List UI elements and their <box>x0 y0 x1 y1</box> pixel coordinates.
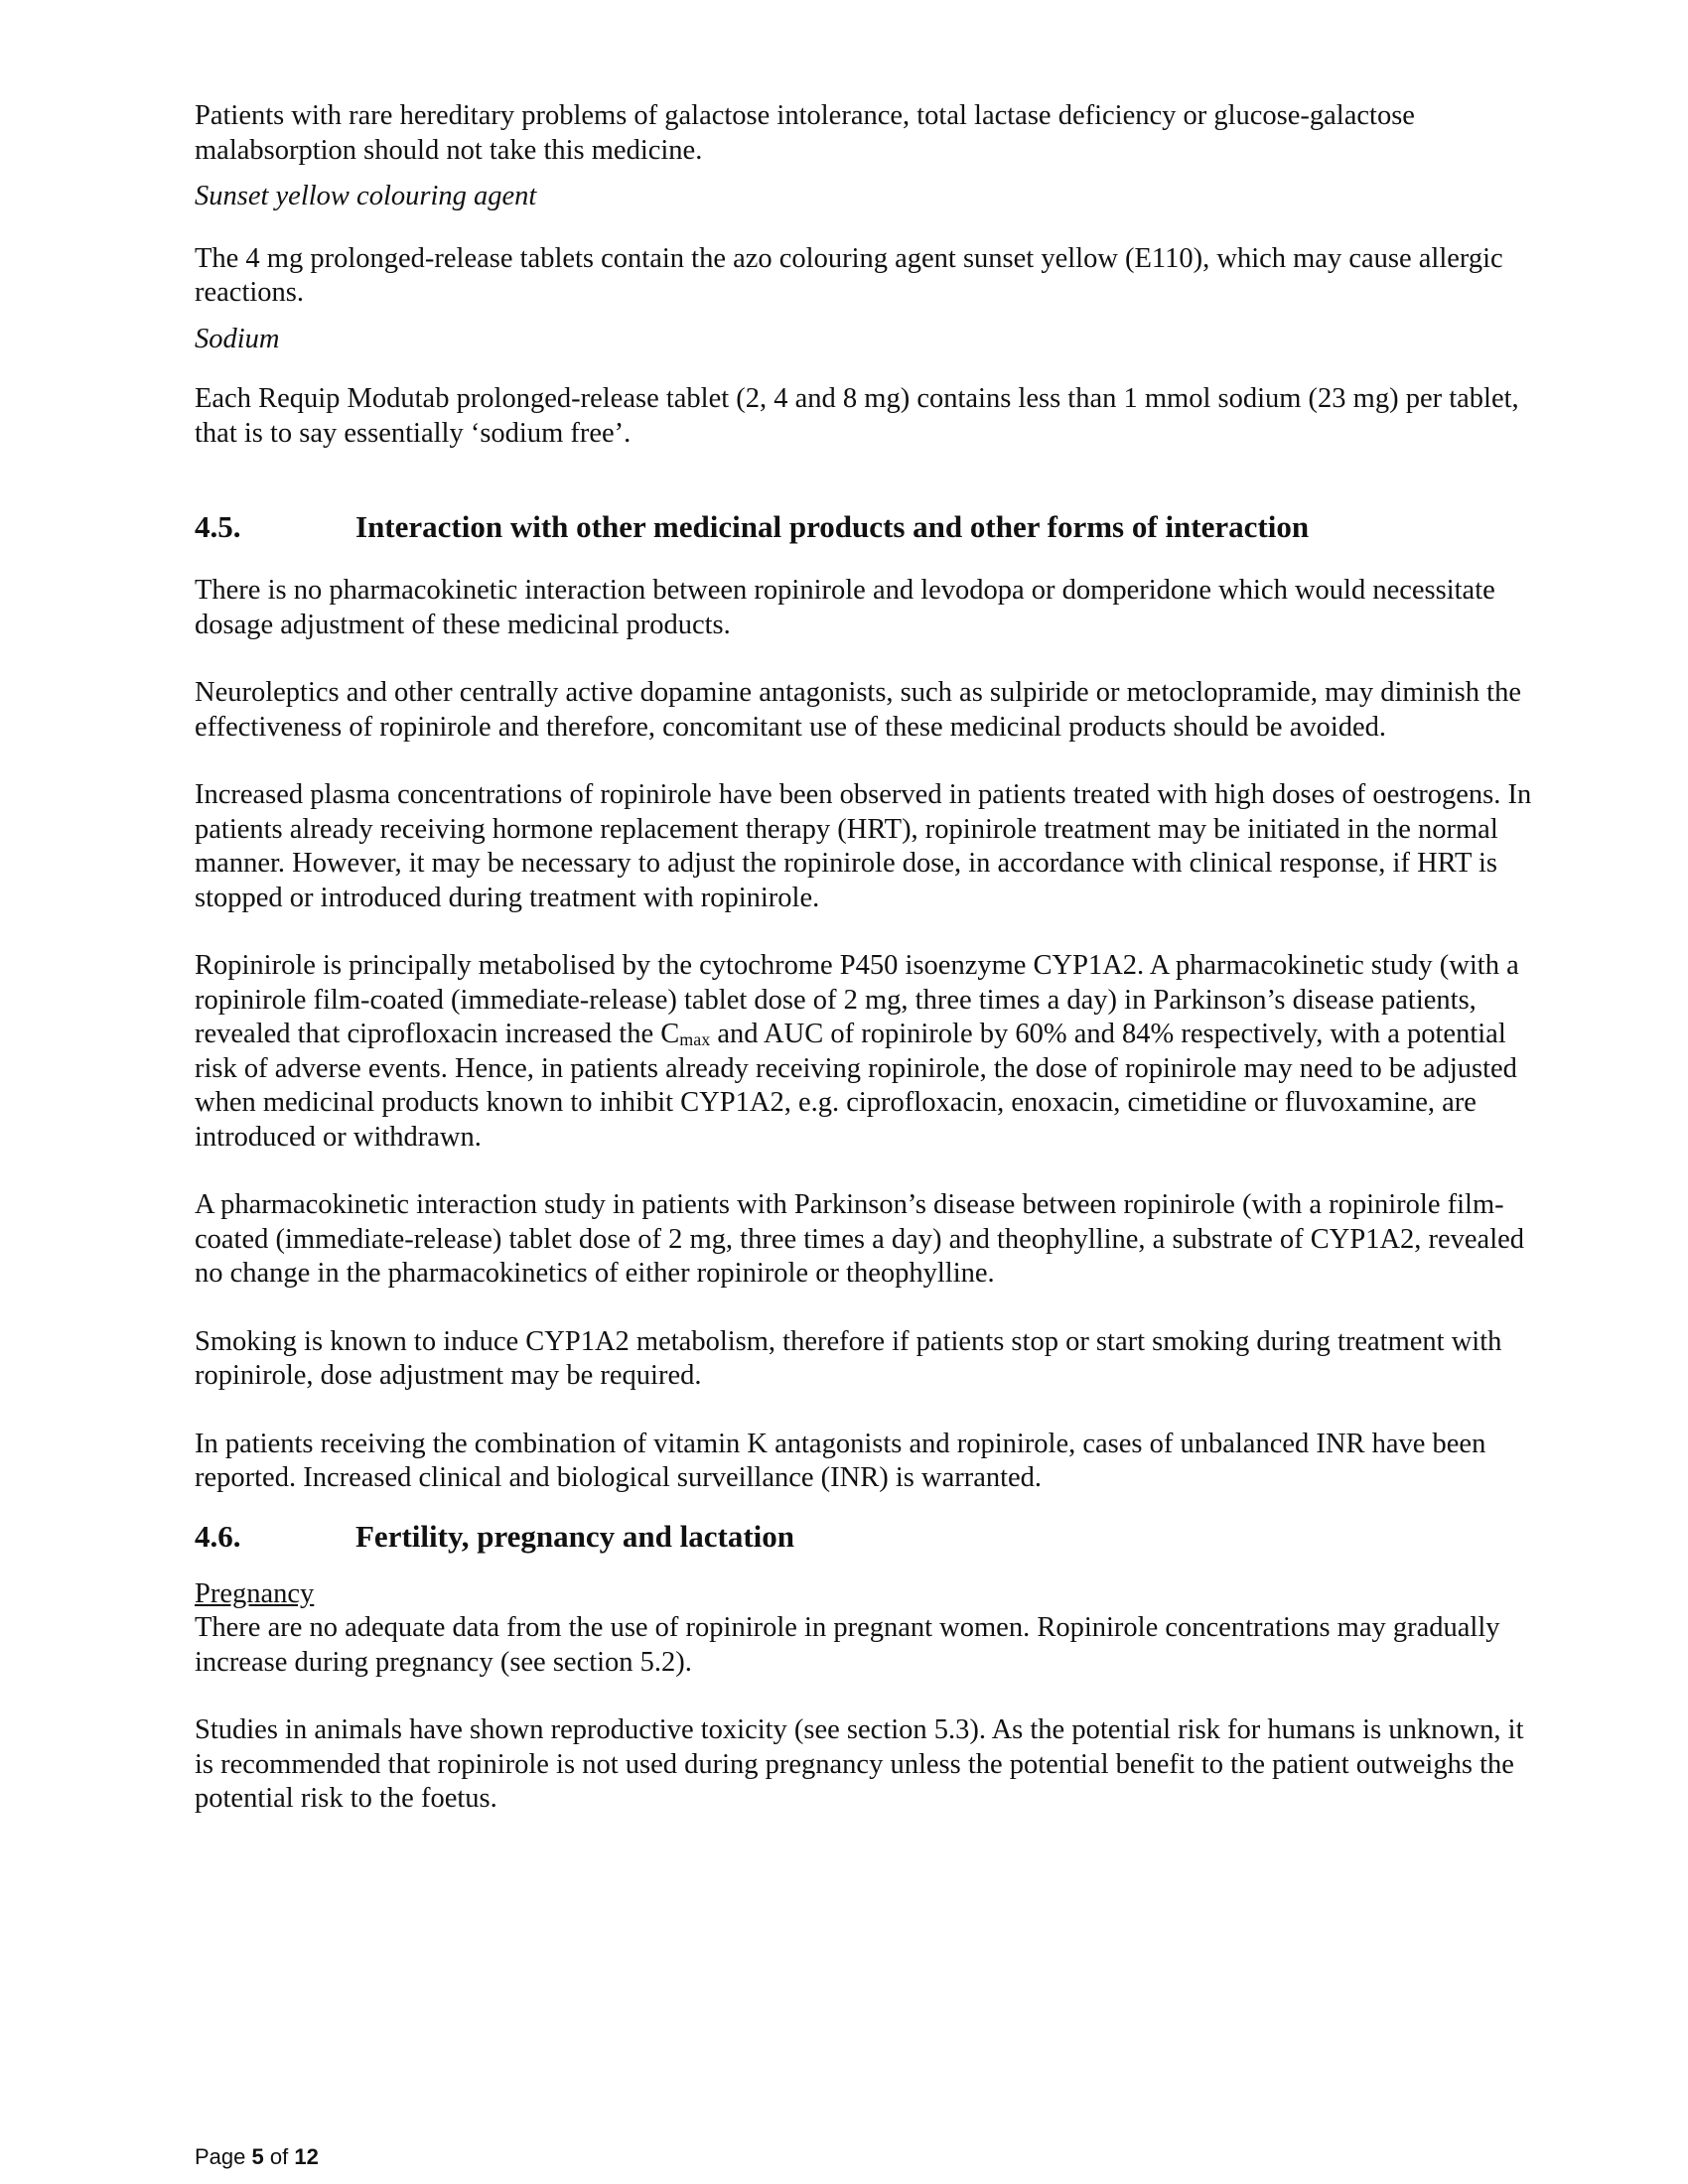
section-4-5-paragraph-5: A pharmacokinetic interaction study in patients with Parkinson’s disease between ropinirole (with a ropinirole film-coated (immediate-release) tablet dose of 2 mg, three times a day) and theophylline, a substrate of CYP1A2, revealed no change in the pharmacokinetics of either ropinirole or theophylline. <box>195 1189 1525 1289</box>
paragraph-text: Ropinirole is principally metabolised by the cytochrome P450 isoenzyme CYP1A2. A pharmacokinetic study (with a ropinirole film-coated (immediate-release) tablet dose of 2 mg, three times a day) in Parkinson’s disease patients, revealed that ciprofloxacin increased the C <box>195 950 1519 1049</box>
section-4-5-heading <box>195 508 1545 546</box>
pregnancy-heading: Pregnancy <box>195 1577 315 1609</box>
sunset-yellow-heading: Sunset yellow colouring agent <box>195 181 537 211</box>
page-label: Page <box>195 2144 246 2169</box>
section-4-6-paragraph-2: Studies in animals have shown reproductive toxicity (see section 5.3). As the potential risk for humans is unknown, it is recommended that ropinirole is not used during pregnancy unless the potential benefit to the patient outweighs the potential risk to the foetus. <box>195 1714 1524 1814</box>
section-4-5-paragraph-2: Neuroleptics and other centrally active dopamine antagonists, such as sulpiride or metoclopramide, may diminish the effectiveness of ropinirole and therefore, concomitant use of these medicinal products should be avoided. <box>195 677 1521 743</box>
section-4-5-paragraph-6: Smoking is known to induce CYP1A2 metabolism, therefore if patients stop or start smoking during treatment with ropinirole, dose adjustment may be required. <box>195 1325 1502 1391</box>
page-footer <box>195 2144 319 2170</box>
section-4-5-paragraph-7: In patients receiving the combination of vitamin K antagonists and ropinirole, cases of unbalanced INR have been reported. Increased clinical and biological surveillance (INR) is warranted. <box>195 1428 1486 1493</box>
section-4-6-heading <box>195 1518 1545 1556</box>
cmax-subscript: max <box>679 1029 711 1049</box>
page-of-label: of <box>269 2144 289 2169</box>
section-number: 4.5. <box>195 509 241 544</box>
current-page-number: 5 <box>251 2144 264 2169</box>
section-4-5-paragraph-4 <box>195 949 1545 1155</box>
paragraph-text: and AUC of ropinirole by 60% and 84% respectively, with a potential risk of adverse events. Hence, in patients already receiving ropinirole, the dose of ropinirole may need to be adjusted when medicinal products known to inhibit CYP1A2, e.g. ciprofloxacin, enoxacin, cimetidine or fluvoxamine, are introduced or withdrawn. <box>195 1019 1517 1153</box>
sunset-yellow-paragraph: The 4 mg prolonged-release tablets contain the azo colouring agent sunset yellow (E110), which may cause allergic reactions. <box>195 242 1503 308</box>
section-4-5-paragraph-3: Increased plasma concentrations of ropinirole have been observed in patients treated with high doses of oestrogens. In patients already receiving hormone replacement therapy (HRT), ropinirole treatment may be initiated in the normal manner. However, it may be necessary to adjust the ropinirole dose, in accordance with clinical response, if HRT is stopped or introduced during treatment with ropinirole. <box>195 779 1532 913</box>
section-title: Fertility, pregnancy and lactation <box>355 1518 795 1554</box>
section-4-5-paragraph-1: There is no pharmacokinetic interaction between ropinirole and levodopa or domperidone which would necessitate dosage adjustment of these medicinal products. <box>195 575 1495 640</box>
sodium-heading: Sodium <box>195 323 280 354</box>
section-4-6-paragraph-1: There are no adequate data from the use of ropinirole in pregnant women. Ropinirole concentrations may gradually increase during pregnancy (see section 5.2). <box>195 1612 1500 1678</box>
sodium-paragraph: Each Requip Modutab prolonged-release tablet (2, 4 and 8 mg) contains less than 1 mmol sodium (23 mg) per tablet, that is to say essentially ‘sodium free’. <box>195 383 1519 449</box>
galactose-paragraph: Patients with rare hereditary problems of galactose intolerance, total lactase deficiency or glucose-galactose malabsorption should not take this medicine. <box>195 100 1415 166</box>
section-title: Interaction with other medicinal products and other forms of interaction <box>355 509 1310 544</box>
total-page-count: 12 <box>294 2144 319 2169</box>
section-number: 4.6. <box>195 1518 241 1554</box>
document-page <box>195 99 1545 1817</box>
